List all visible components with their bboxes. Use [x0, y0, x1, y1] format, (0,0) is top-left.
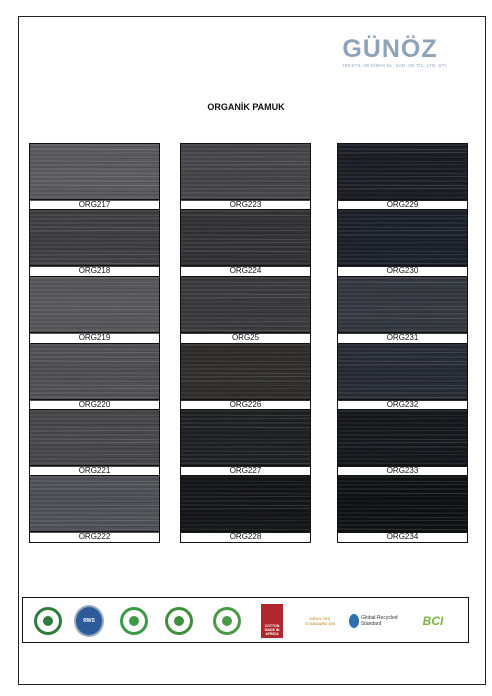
thread-texture — [338, 410, 467, 467]
swatch-code: ORG226 — [181, 399, 310, 410]
swatch-org226 — [180, 343, 311, 411]
swatch-code: ORG234 — [338, 531, 467, 542]
thread-texture — [30, 210, 159, 267]
swatch-code: ORG222 — [30, 531, 159, 542]
brand-subtitle: TEKSTİL VE KİMYA SL. SAN. VE TİC. LTD. ŞTİ. — [342, 63, 448, 68]
swatch-code: ORG232 — [338, 399, 467, 410]
thread-texture — [338, 144, 467, 201]
thread-texture — [338, 277, 467, 334]
cotton-made-in-africa-icon: COTTON MADE IN AFRICA — [261, 604, 283, 637]
swatch-code: ORG221 — [30, 465, 159, 476]
swatch-code: ORG218 — [30, 265, 159, 276]
swatch-code: ORG233 — [338, 465, 467, 476]
swatch-code: ORG227 — [181, 465, 310, 476]
oeko-tex-icon: OEKO-TEX STANDARD 100 — [305, 615, 335, 626]
thread-texture — [338, 476, 467, 533]
global-recycled-standard-icon: Global Recycled Standard — [349, 604, 403, 637]
swatch-org223 — [180, 143, 311, 211]
thread-texture — [181, 344, 310, 401]
thread-texture — [181, 210, 310, 267]
swatch-org217 — [29, 143, 160, 211]
certification-bar — [22, 597, 469, 643]
swatch-org227 — [180, 409, 311, 477]
swatch-code: ORG228 — [181, 531, 310, 542]
organic-blended-icon — [212, 604, 242, 637]
thread-texture — [338, 344, 467, 401]
swatch-code: ORG219 — [30, 332, 159, 343]
thread-texture — [30, 144, 159, 201]
page-title: ORGANİK PAMUK — [207, 102, 285, 112]
swatch-org230 — [337, 209, 468, 277]
swatch-org224 — [180, 209, 311, 277]
gots-icon — [164, 604, 194, 637]
thread-texture — [181, 476, 310, 533]
swatch-code: ORG230 — [338, 265, 467, 276]
swatch-code: ORG217 — [30, 199, 159, 210]
thread-texture — [30, 344, 159, 401]
thread-texture — [30, 410, 159, 467]
recycled-blended-icon — [119, 604, 149, 637]
swatch-code: ORG220 — [30, 399, 159, 410]
swatch-org221 — [29, 409, 160, 477]
thread-texture — [30, 476, 159, 533]
thread-texture — [181, 277, 310, 334]
swatch-org231 — [337, 276, 468, 344]
swatch-org25 — [180, 276, 311, 344]
thread-texture — [181, 144, 310, 201]
swatch-org234 — [337, 475, 468, 543]
brand-logo — [342, 35, 448, 68]
swatch-code: ORG223 — [181, 199, 310, 210]
brand-name: GÜNÖZ — [342, 35, 438, 63]
swatch-code: ORG229 — [338, 199, 467, 210]
rws-icon: RWS — [74, 604, 104, 637]
swatch-code: ORG224 — [181, 265, 310, 276]
swatch-org229 — [337, 143, 468, 211]
thread-texture — [338, 210, 467, 267]
swatch-org228 — [180, 475, 311, 543]
swatch-org233 — [337, 409, 468, 477]
swatch-org220 — [29, 343, 160, 411]
swatch-org222 — [29, 475, 160, 543]
thread-texture — [181, 410, 310, 467]
swatch-org219 — [29, 276, 160, 344]
swatch-code: ORG231 — [338, 332, 467, 343]
swatch-org232 — [337, 343, 468, 411]
bci-icon: BCI — [422, 613, 444, 628]
swatch-org218 — [29, 209, 160, 277]
organic-100-icon — [33, 604, 63, 637]
thread-texture — [30, 277, 159, 334]
swatch-code: ORG25 — [181, 332, 310, 343]
